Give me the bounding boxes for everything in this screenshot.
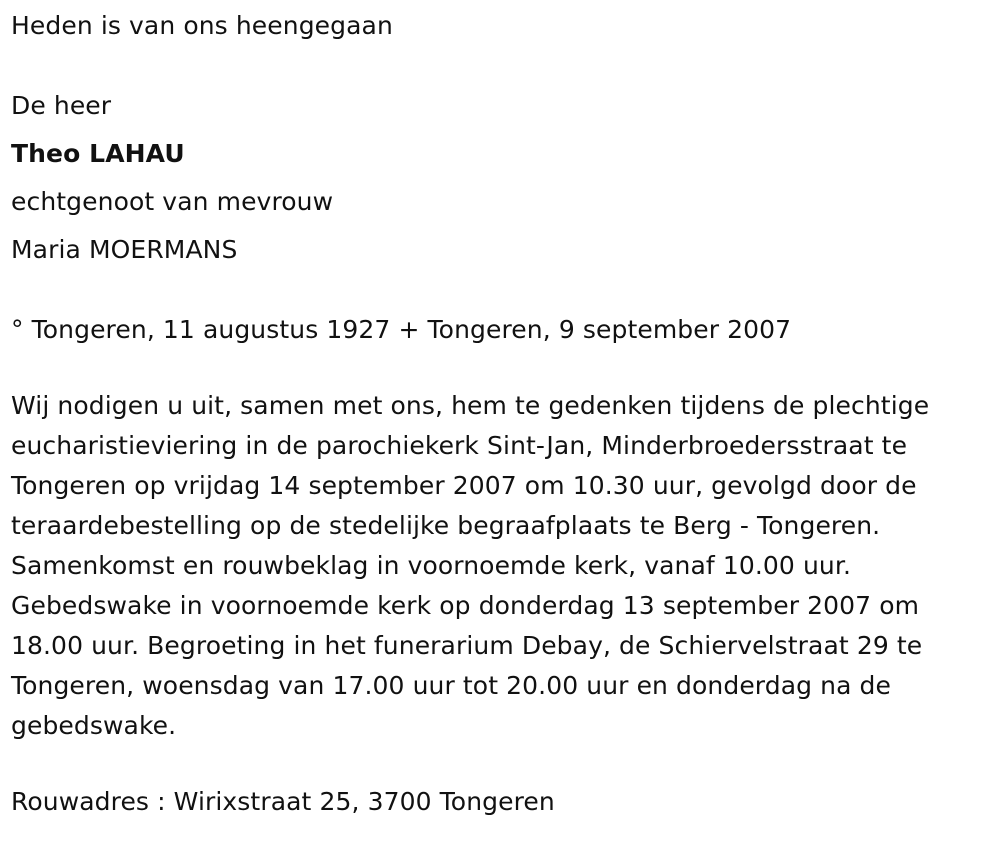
birth-death-dates: ° Tongeren, 11 augustus 1927 + Tongeren, 9 september 2007: [11, 315, 792, 344]
spacer: [11, 746, 991, 778]
honorific-text: De heer: [11, 91, 112, 120]
mourning-address: Rouwadres : Wirixstraat 25, 3700 Tongeren: [11, 787, 555, 816]
paragraph-line: Samenkomst en rouwbeklag in voornoemde kerk, vanaf 10.00 uur.: [11, 551, 851, 580]
paragraph-line: gebedswake.: [11, 711, 177, 740]
spacer: [11, 274, 991, 306]
paragraph-line: eucharistieviering in de parochiekerk Sint-Jan, Minderbroedersstraat te: [11, 431, 908, 460]
spacer: [11, 354, 991, 386]
paragraph-line: Tongeren, woensdag van 17.00 uur tot 20.00 uur en donderdag na de: [11, 671, 892, 700]
relation-text: echtgenoot van mevrouw: [11, 187, 334, 216]
paragraph-line: Tongeren op vrijdag 14 september 2007 om 10.30 uur, gevolgd door de: [11, 471, 917, 500]
paragraph-line: 18.00 uur. Begroeting in het funerarium Debay, de Schiervelstraat 29 te: [11, 631, 923, 660]
paragraph-line: Wij nodigen u uit, samen met ons, hem te gedenken tijdens de plechtige: [11, 391, 930, 420]
intro-text: Heden is van ons heengegaan: [11, 11, 393, 40]
deceased-name: Theo LAHAU: [11, 139, 185, 168]
spouse-name: Maria MOERMANS: [11, 235, 238, 264]
paragraph-line: teraardebestelling op de stedelijke begraafplaats te Berg - Tongeren.: [11, 511, 881, 540]
ceremony-paragraph: [11, 386, 991, 746]
obituary-notice: [11, 0, 991, 826]
paragraph-line: Gebedswake in voornoemde kerk op donderdag 13 september 2007 om: [11, 591, 920, 620]
spacer: [11, 50, 991, 82]
